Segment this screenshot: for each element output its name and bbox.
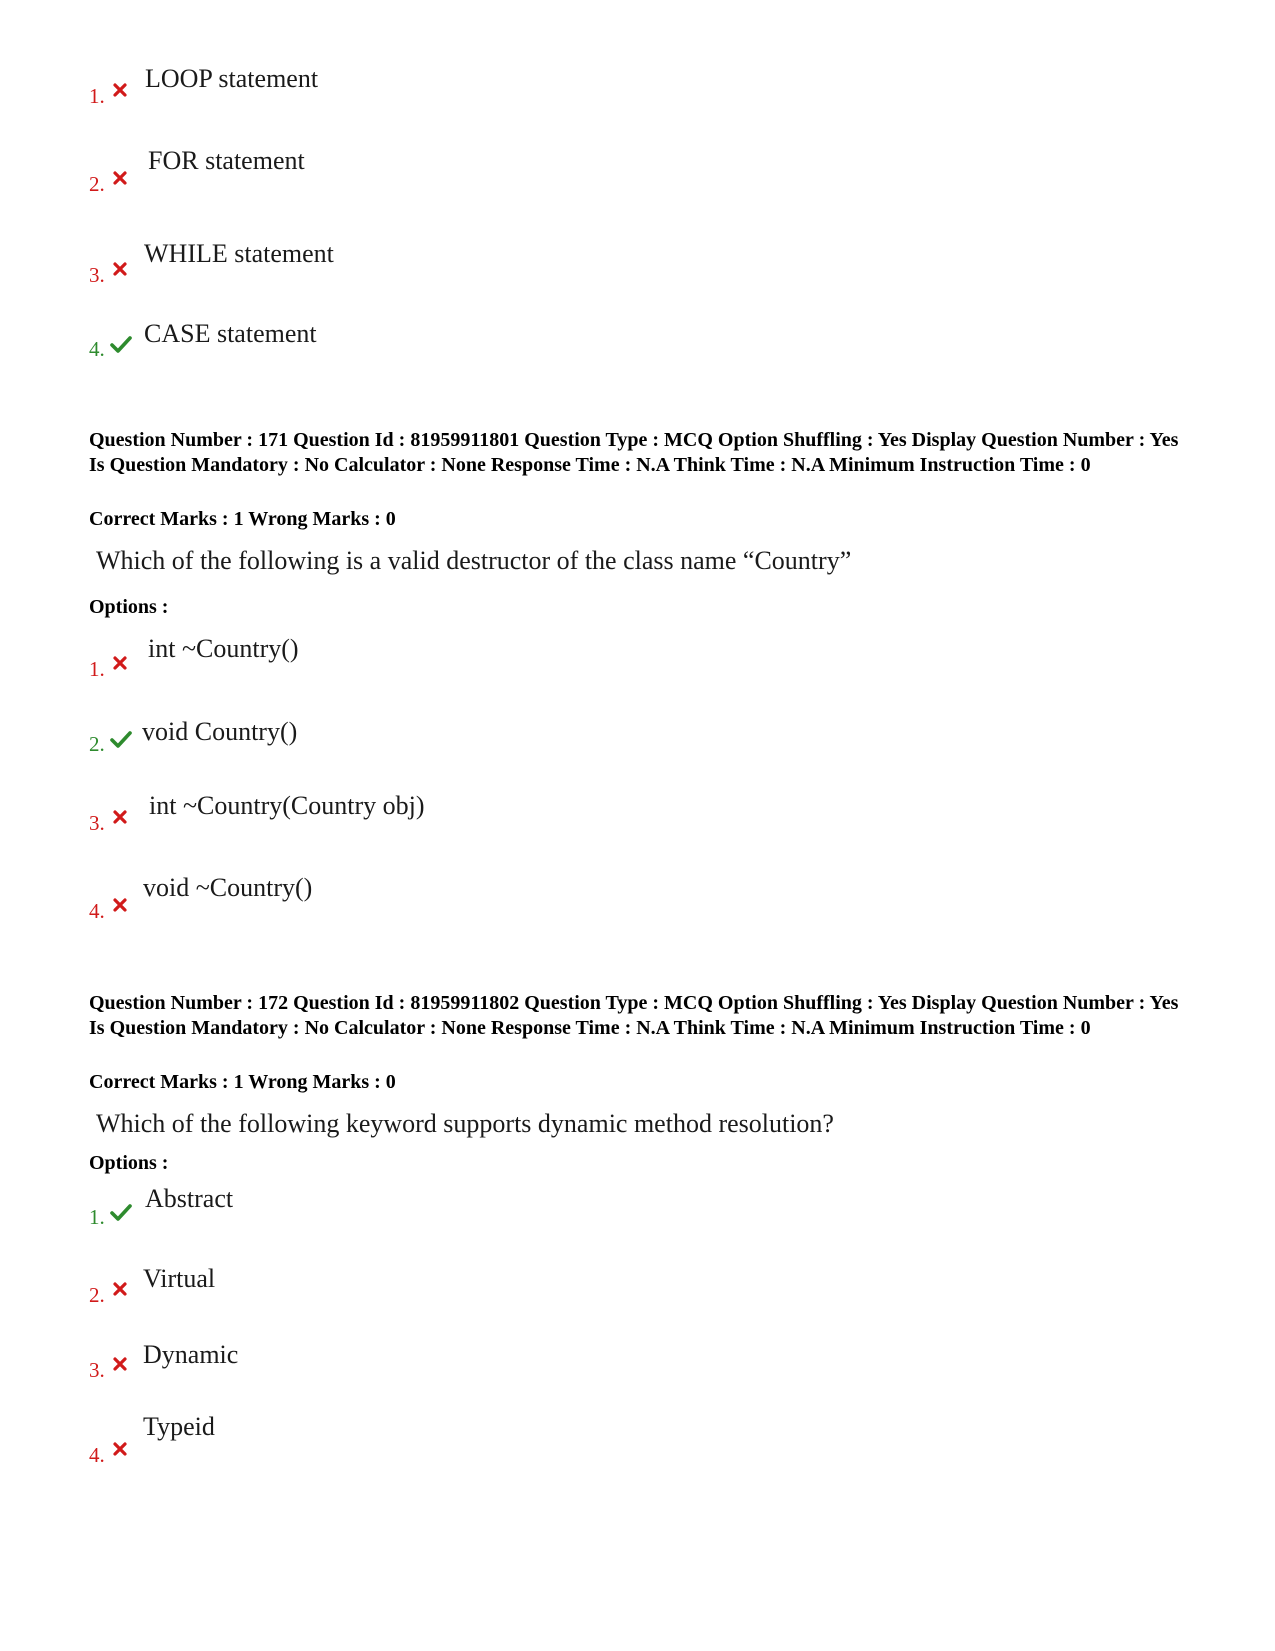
option-text: FOR statement <box>148 146 305 175</box>
cross-icon <box>113 810 127 824</box>
cross-icon <box>113 1357 127 1371</box>
options-label: Options : <box>89 596 169 618</box>
question-marks: Correct Marks : 1 Wrong Marks : 0 <box>89 1071 396 1093</box>
check-icon <box>110 730 132 748</box>
question-text: Which of the following is a valid destructor of the class name “Country” <box>96 546 852 575</box>
option-number: 3. <box>89 263 105 287</box>
option-text: CASE statement <box>144 319 317 348</box>
option-number: 4. <box>89 899 105 923</box>
option-number: 4. <box>89 337 105 361</box>
cross-icon <box>113 171 127 185</box>
question-meta: Question Number : 171 Question Id : 81959911801 Question Type : MCQ Option Shuffling : Yes Display Question Number : Yes Is Question Mandatory : No Calculator : None Response Time : N.A Think Time : N.A Minimum Instruction Time : 0 <box>89 429 1179 476</box>
option-number: 1. <box>89 84 105 108</box>
question-meta: Question Number : 172 Question Id : 81959911802 Question Type : MCQ Option Shuffling : Yes Display Question Number : Yes Is Question Mandatory : No Calculator : None Response Time : N.A Think Time : N.A Minimum Instruction Time : 0 <box>89 992 1179 1039</box>
option-text: LOOP statement <box>145 64 319 93</box>
cross-icon <box>113 262 127 276</box>
cross-icon <box>113 1282 127 1296</box>
cross-icon <box>113 656 127 670</box>
question-text: Which of the following keyword supports dynamic method resolution? <box>96 1109 834 1138</box>
option-text: WHILE statement <box>144 239 334 268</box>
option-number: 3. <box>89 811 105 835</box>
option-text: int ~Country() <box>148 634 299 663</box>
option-number: 2. <box>89 1283 105 1307</box>
check-icon <box>110 335 132 353</box>
question-marks: Correct Marks : 1 Wrong Marks : 0 <box>89 508 396 530</box>
option-number: 2. <box>89 172 105 196</box>
option-text: Dynamic <box>143 1340 239 1369</box>
option-text: void Country() <box>142 717 298 746</box>
option-text: Typeid <box>143 1412 215 1441</box>
options-label: Options : <box>89 1152 169 1174</box>
option-text: int ~Country(Country obj) <box>149 791 425 820</box>
cross-icon <box>113 898 127 912</box>
option-number: 1. <box>89 657 105 681</box>
option-number: 2. <box>89 732 105 756</box>
check-icon <box>110 1203 132 1221</box>
option-text: void ~Country() <box>143 873 313 902</box>
option-text: Abstract <box>145 1184 234 1213</box>
cross-icon <box>113 83 127 97</box>
option-number: 1. <box>89 1205 105 1229</box>
option-number: 4. <box>89 1443 105 1467</box>
option-text: Virtual <box>143 1264 216 1293</box>
option-number: 3. <box>89 1358 105 1382</box>
cross-icon <box>113 1442 127 1456</box>
